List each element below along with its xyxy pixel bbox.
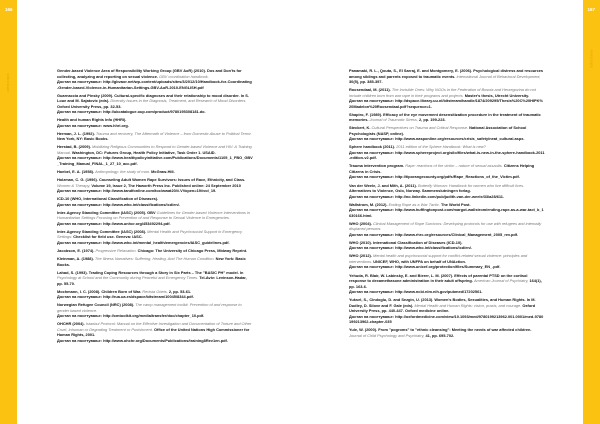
reference-entry [57,210,253,227]
reference-details: Washington, DC: Futures Group, Health Policy Initiative, Task Order 1. USAID. [70,149,216,155]
reference-entry [57,144,253,166]
reference-title: 2011 edition of the Sphere Handbook: What is new? [396,144,486,150]
reference-author: ICD-10 (WHO, International Classification of Diseases). [57,196,159,202]
reference-details: Oxford University Press, pp. 32-53. [57,103,122,109]
reference-entry [57,256,253,267]
reference-details: Volume 19, Issue 2, The Haworth Press Inc. Published online: 24 September 2010 [90,182,241,188]
reference-url[interactable]: Достап на посетување: http://www.rhrc.org/resources/Clinical_Management_2005_rev.pdf. [349,231,519,237]
reference-title: Cultural Perspectives on Trauma and Critical Response. [371,125,469,131]
reference-author: Herman, J. L. (1992). [57,130,96,136]
reference-url[interactable]: Достап на посетување: http://gbvaor.net/wp-content/uploads/sites/3/2012/10/Handbook-for-Coordinating-Gender-based-Violence-in-Humanitarian-Settings-GBV-AoR-2010-ENGLISH.pdf [57,79,252,90]
reference-url[interactable]: Достап на посетување: http://tiporangecounty.org/pdfs/Rape_Reactions_of_the_Victim.pdf. [349,174,520,180]
reference-author: Inter-Agency Standing Committee (IASC) (2005). GBV [57,209,157,215]
reference-author: Roosendaal, M. (2011). [349,87,392,93]
reference-entry [349,87,545,109]
reference-title: Progressive Relaxation. [95,247,137,253]
reference-entry [349,125,545,142]
reference-details: Checklist for field use. Geneva: IASC. [72,234,143,240]
reference-url[interactable]: Достап на посетување: http://dspace.library.uu.nl/bitstream/handle/1874/209295/Thesis%20C%20HIPK%20Madelon%20Roosendaal.pdf?sequence=1. [349,98,543,109]
side-label-right: литература [590,49,594,68]
reference-author: Health and human Rights Info (HHRI). [57,117,127,123]
reference-url[interactable]: Достап на посетување: http://www.ncbi.nlm.nih.gov/pubmed/17202561. [349,289,483,295]
reference-entry [349,240,545,251]
reference-author: Wallstrom, M. (2012). [349,201,389,207]
reference-author: Lahad, S. (1993). Trading Coping Resources through a Story in Six Parts – The "BASIC PH" model. In [57,269,244,275]
reference-url[interactable]: Достап на посетување: http://www.unhcr.org/453492294.pdf. [57,220,171,226]
reference-url[interactable]: Достап на посетување: http://www.who.int/classifications/icd/en/. [349,245,472,251]
reference-author: Yehuda, R. Blair, W. Labinsky, E. and Bierer, L. M. (2007). Effects of parental PTSD on the cortisol response to dexamethasone administration in their adult offspring. [349,272,528,284]
reference-author: Guarnaccia and Pinsky (2009). Cultural-specific diagnoses and their relationship to mood disorder. In S. Loue and M. Sajatovic (eds). [57,92,249,104]
reference-author: Sphere handbook (2011). [349,144,397,150]
references-left-column [57,68,253,346]
reference-entry [57,177,253,194]
reference-entry [57,248,253,254]
reference-details: 164(1), pp. 163-6. [349,278,542,289]
page-number-left: 166 [5,7,13,12]
reference-details: New York: Basic Books. [57,256,246,267]
reference-entry [349,253,545,270]
references-right-column [349,68,545,341]
reference-url[interactable]: Достап на посетување: http://oxfordmedicine.com/view/10.1093/med/9780199213962.001.0001/med-9780199213962-chapter-035 [349,313,544,325]
reference-title: The camp management toolkit. Prevention of and response to gender based violence. [57,302,242,313]
reference-details: UNICEF, WHO, with UNFPA on behalf of UNAction. [372,258,466,264]
reference-author: Steckert, K. [349,125,372,131]
reference-title: International Journal of Behavioral Development, [456,73,541,79]
reference-author: Panamaki, R. L., Qouta, S., El Sarraj, E. and Montgomery, E. (2006). Psychological distress and resources among siblings and parents exposed to traumatic events. [349,68,544,79]
reference-title: Psychology at School and the Community during Peaceful and Emergency Times. [57,275,199,281]
reference-url[interactable]: Достап на посетување: http://www.nasponline.org/resources/crisis_safety/neat_cultural.aspx. [349,136,525,142]
reference-url[interactable]: Достап на посетување: http://www.who.int/mental_health/emergencies/IASC_guidelines.pdf. [57,239,230,245]
reference-url[interactable]: Достап на посетување: http://rua.ua.es/dspace/bitstream/10045/8344.pdf. [57,294,194,300]
side-label-left: литература [6,73,10,92]
reference-entry [57,93,253,115]
reference-details: McGraw-Hill. [150,168,175,174]
reference-url[interactable]: Достап на посетување: http://www.tandfonline.com/toc/wwat20/#.VVopen=19#vol_19. [57,188,217,194]
reference-title: Mental Health and Human Rights: vision, praxis, and courage. [414,302,522,308]
reference-author: Holzman, C. G. (1996). Counseling Adult Women Rape Survivors: Issues of Race, Ethnicity, and Class. [57,177,246,183]
right-margin-bar [583,0,600,424]
reference-entry [57,196,253,207]
reference-title: Anthropology: the study of man. [95,168,151,174]
reference-author: WHO (2004). [349,220,373,226]
reference-url[interactable]: Достап на посетување: http://ukcatalogue.oup.com/product/9780195308181.do. [57,109,206,115]
reference-entry [349,183,545,200]
reference-title: The Invisible Ones: Why NGOs in the Federation of Bosnia and Herzegovina do not include children born from war rape in their programs and projects. [349,87,536,98]
reference-entry [57,117,253,128]
reference-author: Yuksel, S., Cindoglu, D. and Sezgin, U. (2013). Women's Bodies, Sexualities, and Human Rights. In M. Dudley, D. Silove and F. Gale (eds). [349,297,536,308]
reference-url[interactable]: Достап на посетување: http://www.unicef.org/protection/files/Summary_EN_.pdf. [349,264,501,270]
reference-details: Oxford University Press, pp. 440-447. Oxford medicine online. [349,302,536,314]
reference-details: The World Post. [439,201,471,207]
reference-details: Alternatives to Violence, Oslo, Norway. Sammenslutningen forlag. [349,188,471,194]
page-number-right: 167 [587,7,595,12]
reference-entry [349,202,545,219]
reference-author: Mochmann, I. C. (2008). Children Born of War. [57,288,143,294]
reference-author: WHO (2010). International Classification of Diseases (ICD-10). [349,239,463,245]
reference-title: Revista Obets, [142,288,168,294]
reference-title: American Journal of Psychiatry, [473,278,529,284]
reference-title: Trauma and recovery, The Aftermath of Violence – from Domestic Abuse to Political Terror. [95,130,252,136]
reference-entry [57,68,253,90]
reference-details: 2, pp. 199-223. [417,117,446,123]
reference-author: Trauma intervention program. [349,163,406,169]
reference-title: Mental Health and Psychosocial Support in Emergency Settings: [57,228,243,240]
reference-title: Mobilizing Religious Communities to Respond to Gender-based Violence and HIV: A Training Manual. [57,144,252,155]
reference-author: Hoebel, E. A. (1958). [57,168,96,174]
reference-title: Mental health and psychosocial support for conflict-related sexual violence: principles and interventions. [349,253,528,264]
reference-author: Inter-Agency Standing Committee (IASC) (2008). [57,228,148,234]
reference-details: 30(5), pp. 385-397. [349,79,383,84]
reference-details: Tel-Aviv: Levinson-Hadar, pp. 55-70. [57,275,247,286]
reference-author: Norwegian Refugee Council (NRC) (2008). [57,302,136,308]
reference-author: Shapiro, F. (1989). Efficacy of the eye movement desensitization procedure in the treatment of traumatic memories. [349,111,541,123]
reference-entry [57,229,253,246]
reference-details: Citizens Helping Citizens in Crisis. [349,163,535,174]
reference-details: Office of the United Nations High Commissioner for Human Rights, 2001. [57,326,250,338]
reference-author: OHCHR (2004). [57,321,86,327]
reference-entry [349,297,545,325]
reference-title: Ending Rape as a War Tactic. [388,201,440,207]
reference-title: Istanbul Protocol: Manual on the Effective Investigation and Documentation of Torture and Other Cruel, Inhuman or Degrading Treatment or Punishment. [57,321,252,332]
reference-details: 41, pp. 695-702. [424,332,455,338]
reference-entry [57,289,253,300]
reference-url[interactable]: Достап на посетување: www.hhri.org. [57,122,129,128]
reference-entry [349,273,545,295]
reference-entry [57,321,253,343]
reference-url[interactable]: Достап на посетување: http://www.ohchr.org/Documents/Publications/training8Rev1en.pdf. [57,337,228,343]
reference-url[interactable]: Достап на посетување: http://www.who.int/classifications/icd/en/. [57,201,180,207]
reference-entry [349,327,545,338]
reference-author: Kleinman, A. (1988). [57,256,95,262]
reference-title: Journal of Traumatic Stress, [369,117,418,123]
reference-title: Diversity Issues in the Diagnosis, Treatment, and Research of Mood Disorders. [110,98,247,104]
reference-details: 2, pp. 53-61. [167,288,192,294]
reference-entry [349,68,545,85]
reference-details: National Association of School Psychologists (NASP, online). [349,125,527,136]
reference-author: Van der Weele, J. and Mith, A. (2011). [349,182,418,188]
reference-entry [349,144,545,161]
reference-details: New York, NY: Basic Books. [57,136,109,142]
reference-title: Women & Therapy, [57,182,91,188]
reference-details: Chicago: The University of Chicago Press, Midway Reprint. [136,247,248,253]
reference-details: Master's thesis, Utrecht University. [463,92,530,98]
left-margin-bar [0,0,17,424]
reference-title: Journal of Child Psychology and Psychiatry, [349,332,425,338]
reference-title: Guidelines for Gender-based Violence Interventions in Humanitarian Settings Focusing on Prevention of and Response to Sexual Violence in Emergencies. [57,209,250,221]
reference-url[interactable]: Достап на посетување: http://www.sphereproject.org/silo/files/what-is-new-in-the-sphere-handbook-2011-edition-v2.pdf. [349,149,545,161]
reference-entry [57,302,253,319]
reference-entry [349,112,545,123]
reference-title: Butterfly Woman: Handbook for women who live difficult lives. [417,182,525,188]
reference-entry [57,270,253,287]
reference-title: Rape: reactions of the victim – nature of sexual assaults. [405,163,503,169]
reference-author: WHO (2012). [349,253,373,259]
reference-title: Clinical Management of Rape Survivors: Developing protocols for use with refugees and internally displaced persons. [349,220,542,232]
reference-title: The Illness Narratives: Suffering, Healing, And The Human Condition. [94,256,215,262]
reference-url[interactable]: Достап на посетување: http://no.linkedin.com/pub/judith-van-der-weele/33/a28/611. [349,193,505,199]
reference-entry [57,169,253,175]
reference-entry [57,131,253,142]
reference-author: Jacobson, E. (1974). [57,247,96,253]
reference-url[interactable]: Достап на посетување: http://www.huffingtonpost.com/margot-wallstrom/ending-rape-as-a-war-tact_b_1630166.html. [349,207,544,218]
reference-author: Yule, W. (2000). From "pogroms" to "ethnic cleansing": Meeting the needs of war affected children. [349,327,532,333]
reference-entry [349,221,545,238]
reference-author: Herstad, B. (2009). [57,144,93,150]
reference-entry [349,163,545,180]
reference-title: GBV coordination handbook. [159,73,209,79]
reference-url[interactable]: Достап на посетување: http://www.healthpolicyinitiative.com/Publications/Documents/1105_1_FBO_GBV_Training_Manual_FINAL_1_27_10_acc.pdf. [57,155,253,166]
reference-author: Gender-based Violence Area of Responsibility Working Group (GBV AoR) (2010). Dos and Don'ts for collecting, analyzing and reporting on sexual violence. [57,68,242,79]
reference-url[interactable]: Достап на посетување: http://cmtoolkit.org/media/transfer/doc/chapter_10.pdf. [57,313,205,319]
